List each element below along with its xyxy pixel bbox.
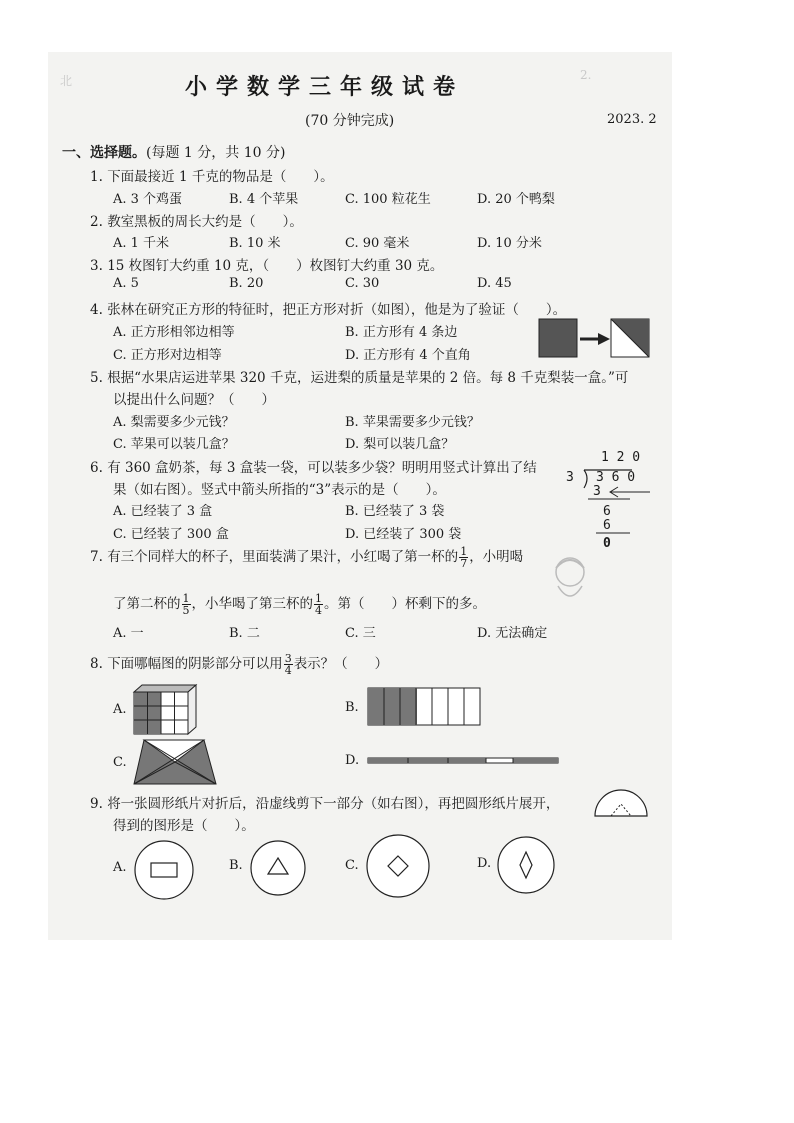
q9-circle-triangle (250, 840, 306, 896)
q9-circle-square-diamond (366, 834, 430, 898)
q1-option-d: D. 20 个鸭梨 (477, 192, 555, 207)
q4-option-d: D. 正方形有 4 个直角 (345, 348, 471, 363)
question-2: 2. 教室黑板的周长大约是（ ）。 (90, 214, 303, 230)
q2-option-d: D. 10 分米 (477, 236, 542, 251)
question-8: 8. 下面哪幅图的阴影部分可以用 $\frac{3}{4}$ 表示？（ ） (90, 652, 389, 677)
question-5: 5. 根据“水果店运进苹果 320 千克，运进梨的质量是苹果的 2 倍。每 8 千克梨装一盒。”可 (90, 370, 629, 386)
q8-option-c: C. (113, 755, 127, 770)
question-4: 4. 张林在研究正方形的特征时，把正方形对折（如图），他是为了验证（ ）。 (90, 302, 567, 318)
bleed-through-text: 北 (60, 74, 73, 88)
q8-option-d: D. (345, 753, 360, 768)
q8-figure-b-strip (368, 688, 480, 726)
q9-circle-rectangle (134, 840, 194, 900)
q7-option-c: C. 三 (345, 626, 376, 641)
q2-option-b: B. 10 米 (229, 236, 281, 251)
question-3: 3. 15 枚图钉大约重 10 克，（ ）枚图钉大约重 30 克。 (90, 258, 444, 274)
q5-option-d: D. 梨可以装几盒？ (345, 437, 455, 452)
q1-option-a: A. 3 个鸡蛋 (113, 192, 183, 207)
q7-option-a: A. 一 (113, 626, 144, 641)
division-dividend: 3 6 0 (596, 470, 636, 485)
division-lines (576, 464, 656, 546)
q5-option-a: A. 梨需要多少元钱？ (113, 415, 235, 430)
section-heading (62, 142, 285, 162)
fraction-one-quarter: $\frac{1}{4}$ (315, 592, 322, 617)
square-fold-figure (538, 318, 650, 360)
bleed-through-text: 2. (580, 68, 592, 82)
q9-option-a: A. (113, 860, 127, 875)
division-quotient: 1 2 0 (601, 450, 641, 465)
q9-option-d: D. (477, 856, 492, 871)
question-1: 1. 下面最接近 1 千克的物品是（ ）。 (90, 169, 334, 185)
question-7: 7. 有三个同样大的杯子，里面装满了果汁，小红喝了第一杯的 $\frac{1}{7}$ ，小明喝 (90, 545, 524, 570)
section-title: 一、选择题。 (62, 145, 146, 161)
q7-option-b: B. 二 (229, 626, 260, 641)
fraction-one-seventh: $\frac{1}{7}$ (460, 545, 468, 570)
q2-option-a: A. 1 千米 (113, 236, 170, 251)
q3-option-c: C. 30 (345, 276, 380, 291)
division-divisor: 3 (566, 470, 574, 485)
exam-duration: (70 分钟完成) (305, 113, 395, 129)
question-7-line2: 了第二杯的 $\frac{1}{5}$ ，小华喝了第三杯的 $\frac{1}{4}$ 。第（ ）杯剩下的多。 (113, 592, 486, 617)
q9-circle-tall-diamond (497, 836, 555, 894)
q4-option-b: B. 正方形有 4 条边 (345, 325, 458, 340)
question-9-line2: 得到的图形是（ ）。 (113, 818, 255, 834)
division-step-3: 6 (603, 518, 611, 533)
girl-illustration (540, 550, 600, 610)
q4-option-a: A. 正方形相邻边相等 (113, 325, 235, 340)
q6-option-a: A. 已经装了 3 盒 (113, 504, 213, 519)
division-bracket (584, 470, 587, 488)
question-6-line2: 果（如右图）。竖式中箭头所指的“3”表示的是（ ）。 (113, 482, 446, 498)
question-6: 6. 有 360 盒奶茶，每 3 盒装一袋，可以装多少袋？明明用竖式计算出了结 (90, 460, 537, 476)
q8-option-a: A. (113, 702, 127, 717)
q6-option-d: D. 已经装了 300 袋 (345, 527, 462, 542)
q5-option-c: C. 苹果可以装几盒？ (113, 437, 235, 452)
q8-figure-c-trapezoid (134, 740, 216, 786)
division-remainder: 0 (603, 536, 611, 551)
q1-option-b: B. 4 个苹果 (229, 192, 299, 207)
q3-option-a: A. 5 (113, 276, 139, 291)
q8-figure-d-bar (368, 757, 558, 765)
q7-option-d: D. 无法确定 (477, 626, 548, 641)
folded-circle-figure (594, 790, 648, 818)
question-9: 9. 将一张圆形纸片对折后，沿虚线剪下一部分（如右图），再把圆形纸片展开， (90, 796, 560, 812)
division-step-1: 3 (593, 484, 601, 499)
q3-option-b: B. 20 (229, 276, 264, 291)
q9-option-b: B. (229, 858, 243, 873)
division-step-2: 6 (603, 504, 611, 519)
question-5-line2: 以提出什么问题？（ ） (113, 392, 275, 408)
square-shape (539, 319, 577, 357)
q6-option-b: B. 已经装了 3 袋 (345, 504, 445, 519)
q4-option-c: C. 正方形对边相等 (113, 348, 222, 363)
fold-arrow-head (598, 333, 610, 345)
q8-option-b: B. (345, 700, 359, 715)
q9-option-c: C. (345, 858, 359, 873)
q6-option-c: C. 已经装了 300 盒 (113, 527, 229, 542)
q2-option-c: C. 90 毫米 (345, 236, 410, 251)
q5-option-b: B. 苹果需要多少元钱？ (345, 415, 480, 430)
section-score-note: (每题 1 分，共 10 分) (146, 145, 286, 161)
page-title: 小学数学三年级试卷 (185, 74, 465, 100)
fraction-three-quarters: $\frac{3}{4}$ (284, 652, 292, 677)
fraction-one-fifth: $\frac{1}{5}$ (182, 592, 190, 617)
exam-date: 2023. 2 (607, 112, 657, 127)
q1-option-c: C. 100 粒花生 (345, 192, 431, 207)
q8-figure-a-grid (132, 684, 196, 736)
q3-option-d: D. 45 (477, 276, 512, 291)
